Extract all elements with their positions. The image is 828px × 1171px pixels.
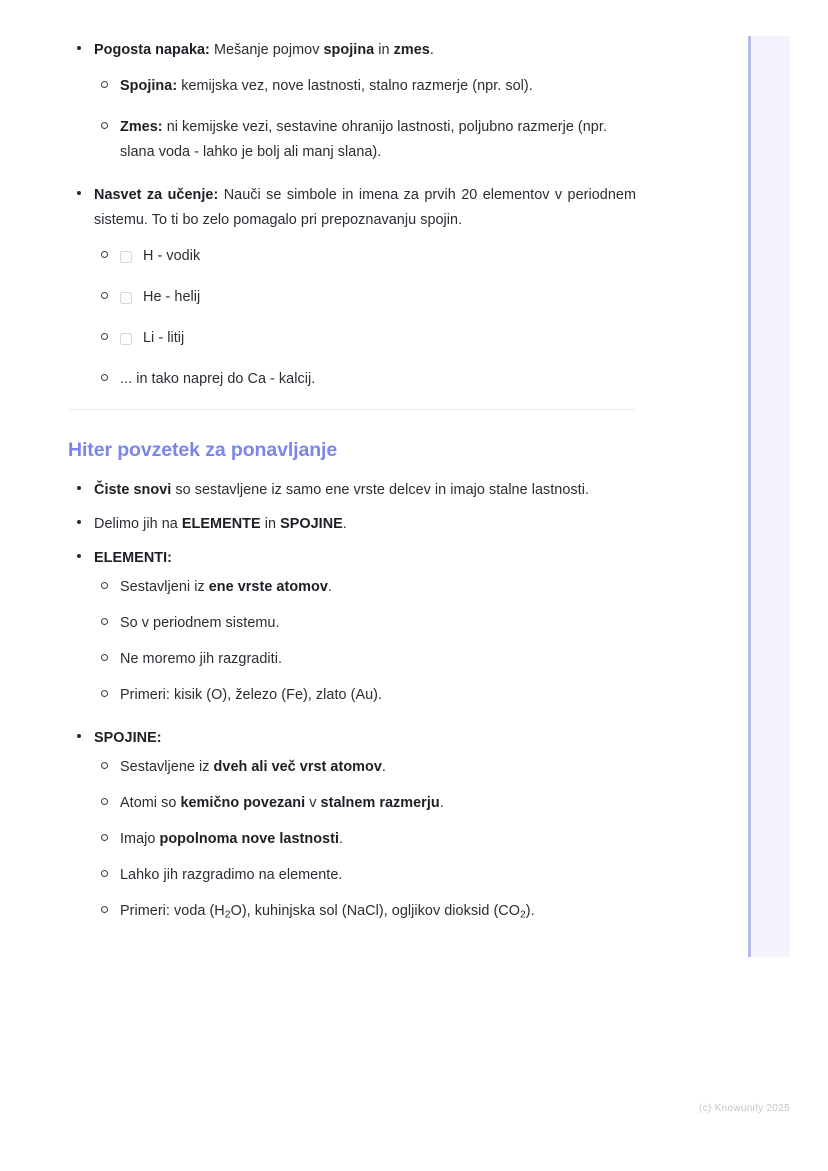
elementi-bullet (94, 575, 636, 600)
spojine-bullet-bold-2: stalnem razmerju (320, 795, 440, 811)
spojine-bullet-plain: Sestavljene iz (120, 759, 214, 775)
checklist-tail-text: ... in tako naprej do Ca - kalcij. (120, 371, 316, 387)
division-bold-elemente: ELEMENTE (181, 516, 261, 532)
summary-list (68, 478, 636, 927)
common-mistake-term-2: zmes (393, 42, 430, 58)
zmes-label: Zmes: (120, 119, 163, 135)
elementi-bullet-tail: . (327, 579, 332, 595)
spojine-bullet-text (120, 791, 636, 816)
spojine-bullet-plain: Atomi so (120, 795, 181, 811)
study-tip-label: Nasvet za učenje: (94, 187, 219, 203)
examples-lead: Primeri: voda (H (120, 903, 225, 919)
spojine-bullet-plain: Imajo (120, 831, 160, 847)
document-content (68, 38, 636, 939)
pure-substances-lead: Čiste snovi (94, 482, 172, 498)
spojine-bullet (94, 863, 636, 888)
examples-subscript-2: 2 (519, 909, 526, 921)
elementi-bullet (94, 683, 636, 708)
elementi-bullet-text: So v periodnem sistemu. (120, 615, 280, 631)
checklist-row-helium[interactable] (120, 285, 636, 310)
checklist-label: He - helij (143, 289, 201, 305)
section-divider (68, 409, 636, 410)
elementi-bullet (94, 647, 636, 672)
spojine-bullet-examples (94, 899, 636, 927)
spojine-bullet (94, 755, 636, 780)
elementi-bullet-text: Ne moremo jih razgraditi. (120, 651, 282, 667)
top-section-list (68, 38, 636, 392)
spojine-bullet-bold: popolnoma nove lastnosti (159, 831, 339, 847)
spojine-bullet-text (120, 827, 636, 852)
list-item-pure-substances (68, 478, 636, 503)
common-mistake-text-middle: in (374, 42, 394, 58)
elementi-bullet-text: Primeri: kisik (O), železo (Fe), zlato (Au). (120, 687, 383, 703)
checkbox-icon[interactable] (120, 333, 132, 345)
spojine-bullet-tail: . (339, 831, 344, 847)
list-item-study-tip (68, 183, 636, 392)
list-item-spojina-definition (94, 74, 636, 99)
checkbox-icon[interactable] (120, 251, 132, 263)
definition-sublist (94, 74, 636, 165)
division-middle: in (260, 516, 281, 532)
checklist-label: Li - litij (143, 330, 185, 346)
checklist-item (94, 326, 636, 351)
division-tail: . (342, 516, 347, 532)
elementi-bullet-text (120, 575, 636, 600)
spojine-bullet-bold: dveh ali več vrst atomov (213, 759, 382, 775)
elementi-title: ELEMENTI: (94, 550, 172, 566)
examples-tail: ). (525, 903, 535, 919)
footer-copyright: (c) Knowunity 2025 (698, 1103, 790, 1114)
elementi-heading (94, 546, 636, 571)
division-lead: Delimo jih na (94, 516, 182, 532)
zmes-definition-text (120, 115, 636, 165)
spojine-heading (94, 726, 636, 751)
division-text (94, 512, 636, 537)
checklist-row-hydrogen[interactable] (120, 244, 636, 269)
common-mistake-term-1: spojina (323, 42, 375, 58)
spojine-bullet-tail: . (439, 795, 444, 811)
common-mistake-label: Pogosta napaka: (94, 42, 210, 58)
checklist-label: H - vodik (143, 248, 201, 264)
elementi-bullet-bold: ene vrste atomov (208, 579, 328, 595)
spojine-sublist (94, 755, 636, 927)
list-item-division (68, 512, 636, 537)
elementi-sublist (94, 575, 636, 708)
zmes-description: ni kemijske vezi, sestavine ohranijo lastnosti, poljubno razmerje (npr. slana voda - lahko je bolj ali manj slana). (120, 119, 607, 160)
common-mistake-text-before: Mešanje pojmov (209, 42, 324, 58)
common-mistake-text-after: . (429, 42, 434, 58)
spojine-bullet (94, 791, 636, 816)
spojina-description: kemijska vez, nove lastnosti, stalno razmerje (npr. sol). (177, 78, 533, 94)
study-tip-text (94, 183, 636, 233)
spojine-bullet-text: Lahko jih razgradimo na elemente. (120, 867, 343, 883)
spojine-bullet-middle: v (305, 795, 321, 811)
pure-substances-rest: so sestavljene iz samo ene vrste delcev in imajo stalne lastnosti. (171, 482, 590, 498)
elementi-bullet-plain: Sestavljeni iz (120, 579, 209, 595)
list-item-spojine (68, 726, 636, 927)
list-item-common-mistake (68, 38, 636, 165)
list-item-zmes-definition (94, 115, 636, 165)
pure-substances-text (94, 478, 636, 503)
checkbox-icon[interactable] (120, 292, 132, 304)
spojina-definition-text (120, 74, 636, 99)
checklist-item-tail (94, 367, 636, 392)
division-bold-spojine: SPOJINE (280, 516, 343, 532)
spojine-bullet-bold: kemično povezani (180, 795, 306, 811)
spojina-label: Spojina: (120, 78, 178, 94)
study-tip-description: Nauči se simbole in imena za prvih 20 elementov v periodnem sistemu. To ti bo zelo pomagalo pri prepoznavanju spojin. (94, 187, 637, 228)
spojine-bullet (94, 827, 636, 852)
common-mistake-text (94, 38, 636, 63)
spojine-title: SPOJINE: (94, 730, 162, 746)
examples-middle: O), kuhinjska sol (NaCl), ogljikov dioksid (CO (230, 903, 520, 919)
element-checklist (94, 244, 636, 392)
spojine-examples-text (120, 899, 636, 927)
spojine-bullet-text (120, 755, 636, 780)
list-item-elementi (68, 546, 636, 708)
right-accent-strip (748, 36, 790, 957)
page-title: Hiter povzetek za ponavljanje (68, 439, 338, 461)
checklist-item (94, 285, 636, 310)
checklist-row-lithium[interactable] (120, 326, 636, 351)
checklist-item (94, 244, 636, 269)
examples-subscript-1: 2 (224, 909, 231, 921)
elementi-bullet (94, 611, 636, 636)
spojine-bullet-tail: . (381, 759, 386, 775)
